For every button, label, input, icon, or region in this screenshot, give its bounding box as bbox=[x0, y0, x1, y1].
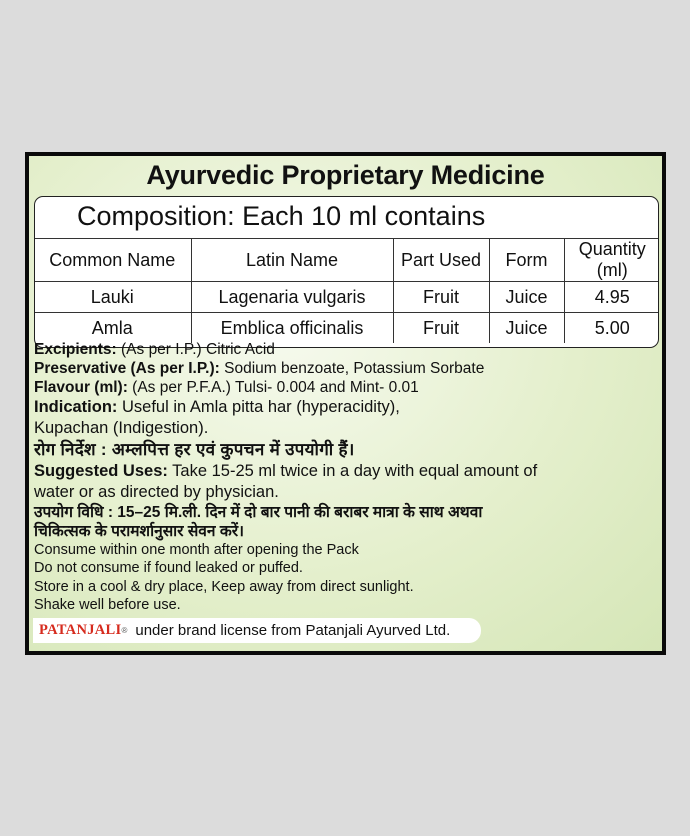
column-header-part-used: Part Used bbox=[393, 239, 489, 282]
column-header-common-name: Common Name bbox=[34, 239, 191, 282]
excipients-label: Excipients: bbox=[34, 341, 117, 358]
indication-line-2: Kupachan (Indigestion). bbox=[34, 419, 209, 437]
cell-part-used: Fruit bbox=[393, 313, 489, 344]
cell-quantity: 5.00 bbox=[564, 313, 659, 344]
label-title: Ayurvedic Proprietary Medicine bbox=[146, 160, 545, 190]
cell-part-used: Fruit bbox=[393, 282, 489, 313]
indication-hindi: रोग निर्देश : अम्लपित्त हर एवं कुपचन में उपयोगी हैं। bbox=[34, 440, 355, 459]
cell-common-name: Amla bbox=[34, 313, 191, 344]
suggested-uses-line-2: water or as directed by physician. bbox=[34, 483, 279, 501]
note-storage: Store in a cool & dry place, Keep away from direct sunlight. bbox=[34, 578, 414, 595]
cell-latin-name: Emblica officinalis bbox=[191, 313, 393, 344]
suggested-uses-text-1: Take 15-25 ml twice in a day with equal amount of bbox=[167, 462, 538, 480]
excipients-text: (As per I.P.) Citric Acid bbox=[116, 341, 275, 358]
composition-table bbox=[34, 238, 659, 343]
indication-line bbox=[34, 397, 664, 418]
column-header-latin-name: Latin Name bbox=[191, 239, 393, 282]
brand-license-text: under brand license from Patanjali Ayurved Ltd. bbox=[135, 622, 451, 639]
note-shake: Shake well before use. bbox=[34, 597, 181, 614]
patanjali-logo: PATANJALI bbox=[39, 622, 122, 638]
table-row bbox=[34, 282, 659, 313]
medicine-label bbox=[25, 152, 666, 655]
flavour-text: (As per P.F.A.) Tulsi- 0.004 and Mint- 0.01 bbox=[127, 379, 419, 396]
indication-text-1: Useful in Amla pitta har (hyperacidity), bbox=[117, 398, 400, 416]
composition-heading: Composition: Each 10 ml contains bbox=[77, 201, 486, 231]
label-info bbox=[34, 340, 664, 615]
preservative-label: Preservative (As per I.P.): bbox=[34, 360, 220, 377]
usage-hindi-line-1: उपयोग विधि : 15–25 मि.ली. दिन में दो बार पानी की बराबर मात्रा के साथ अथवा bbox=[34, 504, 483, 521]
cell-latin-name: Lagenaria vulgaris bbox=[191, 282, 393, 313]
excipients-line bbox=[34, 340, 664, 359]
column-header-quantity: Quantity (ml) bbox=[564, 239, 659, 282]
usage-hindi-line-2: चिकित्सक के परामर्शानुसार सेवन करें। bbox=[34, 523, 244, 540]
flavour-line bbox=[34, 378, 664, 397]
brand-footer bbox=[33, 618, 481, 643]
cell-common-name: Lauki bbox=[34, 282, 191, 313]
registered-mark: ® bbox=[121, 626, 128, 635]
cell-form: Juice bbox=[489, 313, 564, 344]
composition-box bbox=[34, 196, 659, 348]
column-header-form: Form bbox=[489, 239, 564, 282]
suggested-uses-line bbox=[34, 461, 664, 482]
suggested-uses-label: Suggested Uses: bbox=[34, 462, 168, 480]
cell-quantity: 4.95 bbox=[564, 282, 659, 313]
preservative-line bbox=[34, 359, 664, 378]
flavour-label: Flavour (ml): bbox=[34, 379, 128, 396]
indication-label: Indication: bbox=[34, 398, 118, 416]
table-header-row bbox=[34, 239, 659, 282]
cell-form: Juice bbox=[489, 282, 564, 313]
preservative-text: Sodium benzoate, Potassium Sorbate bbox=[219, 360, 485, 377]
note-do-not-consume: Do not consume if found leaked or puffed. bbox=[34, 560, 303, 577]
table-row bbox=[34, 313, 659, 344]
note-consume-within: Consume within one month after opening the Pack bbox=[34, 542, 359, 558]
